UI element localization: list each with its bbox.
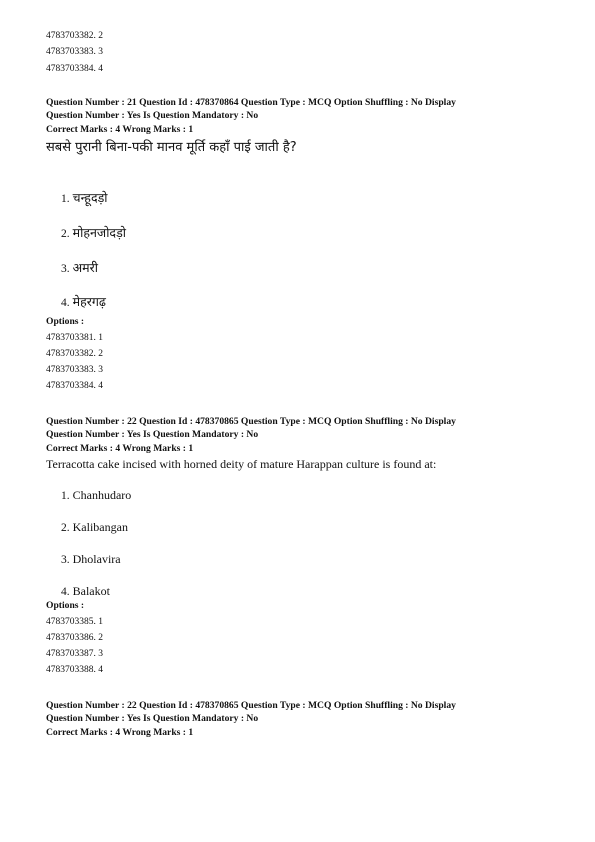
question-meta: Question Number : 21 Question Id : 478370864 Question Type : MCQ Option Shuffling : No Display	[46, 97, 456, 108]
option-id: 4783703383. 3	[46, 365, 103, 375]
question-meta: Question Number : 22 Question Id : 478370865 Question Type : MCQ Option Shuffling : No Display	[46, 416, 456, 427]
choice-number: 1.	[61, 193, 70, 205]
question-meta: Question Number : Yes Is Question Mandatory : No	[46, 110, 259, 121]
question-marks: Correct Marks : 4 Wrong Marks : 1	[46, 727, 194, 738]
answer-choice	[61, 294, 106, 311]
options-label: Options :	[46, 316, 85, 327]
question-meta: Question Number : 22 Question Id : 478370865 Question Type : MCQ Option Shuffling : No Display	[46, 700, 456, 711]
choice-text: चन्हूदड़ो	[72, 190, 108, 205]
question-meta: Question Number : Yes Is Question Mandatory : No	[46, 713, 259, 724]
choice-text: मेहरगढ़	[72, 294, 106, 309]
option-id: 4783703385. 1	[46, 617, 103, 627]
question-meta: Question Number : Yes Is Question Mandatory : No	[46, 429, 259, 440]
option-id: 4783703387. 3	[46, 649, 103, 659]
answer-choice	[61, 225, 126, 242]
choice-number: 2.	[61, 228, 70, 240]
answer-choice	[61, 260, 98, 277]
option-id: 4783703386. 2	[46, 633, 103, 643]
answer-choice	[61, 551, 121, 568]
choice-text: Chanhudaro	[72, 488, 132, 502]
question-marks: Correct Marks : 4 Wrong Marks : 1	[46, 124, 194, 135]
choice-number: 3.	[61, 554, 70, 566]
choice-number: 2.	[61, 522, 70, 534]
choice-number: 1.	[61, 490, 70, 502]
question-text: Terracotta cake incised with horned deity of mature Harappan culture is found at:	[46, 457, 437, 471]
option-id: 4783703382. 2	[46, 31, 103, 41]
choice-text: मोहनजोदड़ो	[72, 225, 126, 240]
answer-choice	[61, 519, 128, 536]
choice-text: Dholavira	[72, 552, 121, 566]
option-id: 4783703382. 2	[46, 349, 103, 359]
option-id: 4783703384. 4	[46, 381, 103, 391]
option-id: 4783703384. 4	[46, 64, 103, 74]
choice-text: अमरी	[72, 260, 99, 275]
answer-choice	[61, 583, 110, 600]
answer-choice	[61, 487, 131, 504]
option-id: 4783703388. 4	[46, 665, 103, 675]
option-id: 4783703383. 3	[46, 47, 103, 57]
choice-number: 4.	[61, 297, 70, 309]
options-label: Options :	[46, 600, 85, 611]
option-id: 4783703381. 1	[46, 333, 103, 343]
choice-number: 3.	[61, 263, 70, 275]
answer-choice	[61, 190, 108, 207]
choice-number: 4.	[61, 586, 70, 598]
question-marks: Correct Marks : 4 Wrong Marks : 1	[46, 443, 194, 454]
choice-text: Balakot	[72, 584, 110, 598]
choice-text: Kalibangan	[72, 520, 128, 534]
question-text: सबसे पुरानी बिना-पकी मानव मूर्ति कहाँ पाई जाती है?	[46, 140, 297, 155]
